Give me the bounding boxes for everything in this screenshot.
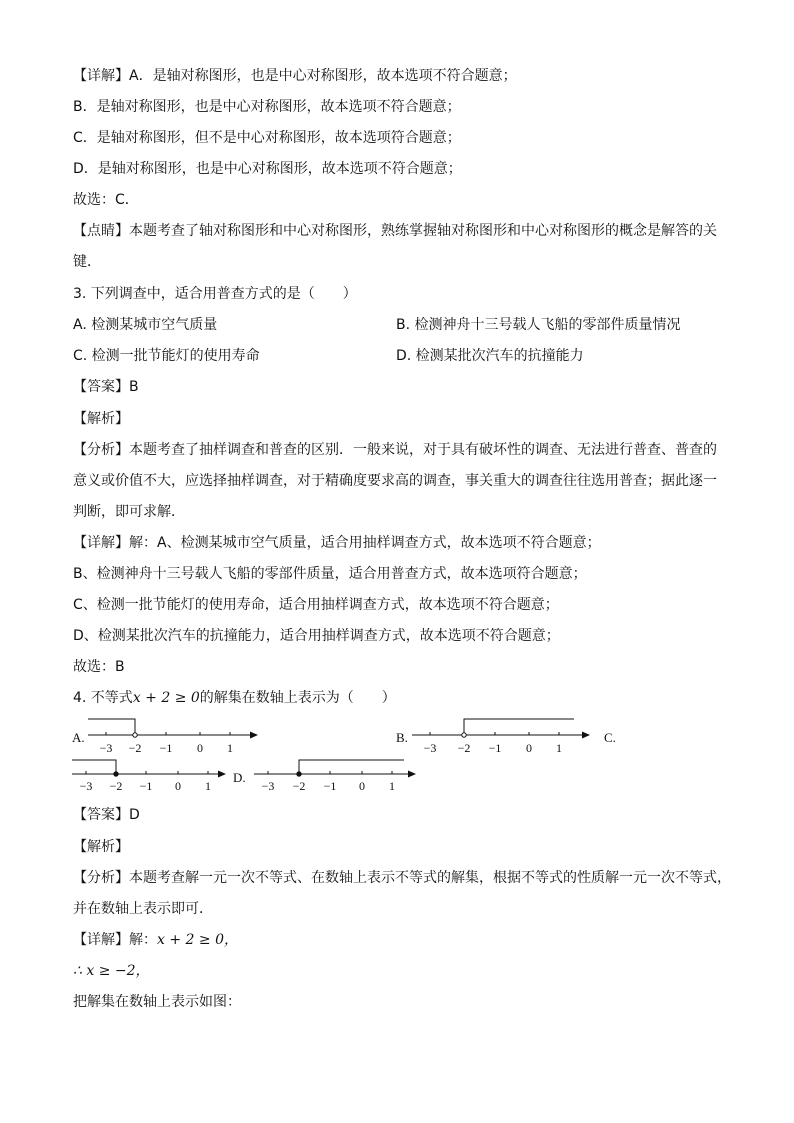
tick-label-neg3: −3 xyxy=(261,779,275,793)
q4-detail-pre: 【详解】解： xyxy=(73,932,157,948)
tick-label-neg2: −2 xyxy=(292,779,306,793)
open-dot xyxy=(462,733,466,737)
q3-fenxi-3: 判断，即可求解． xyxy=(73,504,185,520)
q3-answer: 【答案】B xyxy=(73,379,139,395)
tick-label-neg3: −3 xyxy=(99,741,113,755)
tick-label-neg1: −1 xyxy=(323,779,337,793)
q4-option-b-label: B. xyxy=(396,730,408,745)
q4-answer: 【答案】D xyxy=(73,807,140,823)
q4-stem-pre: 4. 不等式 xyxy=(73,690,133,706)
detail-line-b: B．是轴对称图形，也是中心对称图形，故本选项不符合题意； xyxy=(73,99,461,115)
q4-stem-math: x + 2 ≥ 0 xyxy=(132,690,200,706)
q3-choose: 故选：B xyxy=(73,659,125,675)
q3-fenxi-1: 【分析】本题考查了抽样调查和普查的区别．一般来说，对于具有破坏性的调查、无法进行普查、普查的 xyxy=(73,442,717,458)
tick-label-0: 0 xyxy=(359,779,365,793)
dianjing-line-1: 【点睛】本题考查了轴对称图形和中心对称图形，熟练掌握轴对称图形和中心对称图形的概念是解答的关 xyxy=(73,223,717,239)
tick-label-neg2: −2 xyxy=(128,741,142,755)
solution-bracket xyxy=(299,760,404,774)
tick-label-0: 0 xyxy=(175,779,181,793)
tick-label-neg1: −1 xyxy=(139,779,153,793)
choose-line: 故选：C． xyxy=(73,192,139,208)
tick-label-neg3: −3 xyxy=(79,779,93,793)
q3-detail-3: C、检测一批节能灯的使用寿命，适合用抽样调查方式，故本选项不符合题意； xyxy=(73,597,559,613)
q4-option-a-label: A. xyxy=(72,730,85,745)
q4-therefore: ∴ x ≥ −2， xyxy=(73,963,150,979)
tick-label-1: 1 xyxy=(389,779,395,793)
open-dot xyxy=(133,733,137,737)
dianjing-line-2: 键． xyxy=(73,254,101,270)
tick-label-neg1: −1 xyxy=(488,741,502,755)
q3-detail-1: 【详解】解：A、检测某城市空气质量，适合用抽样调查方式，故本选项不符合题意； xyxy=(73,535,601,551)
q3-option-c: C. 检测一批节能灯的使用寿命 xyxy=(73,348,260,364)
detail-line-d: D．是轴对称图形，也是中心对称图形，故本选项不符合题意； xyxy=(73,161,462,177)
q4-detail xyxy=(73,931,238,949)
solution-bracket xyxy=(464,719,574,735)
tick-label-1: 1 xyxy=(227,741,233,755)
q4-option-d-label: D. xyxy=(233,770,246,785)
q4-number-line-c xyxy=(72,757,232,797)
tick-label-0: 0 xyxy=(197,741,203,755)
q4-number-line-a xyxy=(88,716,260,760)
q4-stem xyxy=(73,689,396,707)
q3-option-d: D. 检测某批次汽车的抗撞能力 xyxy=(396,348,584,364)
tick-label-1: 1 xyxy=(205,779,211,793)
q3-option-b: B. 检测神舟十三号载人飞船的零部件质量情况 xyxy=(396,317,681,333)
q4-final: 把解集在数轴上表示如图： xyxy=(73,994,241,1010)
tick-label-0: 0 xyxy=(526,741,532,755)
q4-option-c-label: C. xyxy=(604,730,616,745)
q4-number-line-b xyxy=(412,716,592,760)
solid-dot xyxy=(114,772,118,776)
q4-stem-post: 的解集在数轴上表示为（ ） xyxy=(199,690,396,706)
q4-detail-math: x + 2 ≥ 0， xyxy=(157,932,238,948)
q4-fenxi-1: 【分析】本题考查解一元一次不等式、在数轴上表示不等式的解集，根据不等式的性质解一元一次不等式， xyxy=(73,870,731,886)
q4-fenxi-2: 并在数轴上表示即可． xyxy=(73,901,213,917)
solution-bracket xyxy=(88,719,135,735)
tick-label-neg1: −1 xyxy=(159,741,173,755)
detail-line-c: C．是轴对称图形，但不是中心对称图形，故本选项符合题意； xyxy=(73,130,461,146)
tick-label-1: 1 xyxy=(556,741,562,755)
q3-detail-4: D、检测某批次汽车的抗撞能力，适合用抽样调查方式，故本选项不符合题意； xyxy=(73,628,560,644)
detail-line-a: 【详解】A．是轴对称图形，也是中心对称图形，故本选项不符合题意； xyxy=(73,68,517,84)
solution-bracket xyxy=(72,760,116,774)
q3-jiexi: 【解析】 xyxy=(73,411,129,427)
q4-number-line-d xyxy=(254,757,422,797)
q4-jiexi: 【解析】 xyxy=(73,839,129,855)
tick-label-neg3: −3 xyxy=(423,741,437,755)
solid-dot xyxy=(297,772,301,776)
q3-option-a: A. 检测某城市空气质量 xyxy=(73,317,218,333)
q3-fenxi-2: 意义或价值不大，应选择抽样调查，对于精确度要求高的调查，事关重大的调查往往选用普查；据此逐一 xyxy=(73,473,717,489)
tick-label-neg2: −2 xyxy=(109,779,123,793)
tick-label-neg2: −2 xyxy=(457,741,471,755)
q3-stem: 3. 下列调查中，适合用普查方式的是（ ） xyxy=(73,286,357,302)
q3-detail-2: B、检测神舟十三号载人飞船的零部件质量，适合用普查方式，故本选项符合题意； xyxy=(73,566,587,582)
